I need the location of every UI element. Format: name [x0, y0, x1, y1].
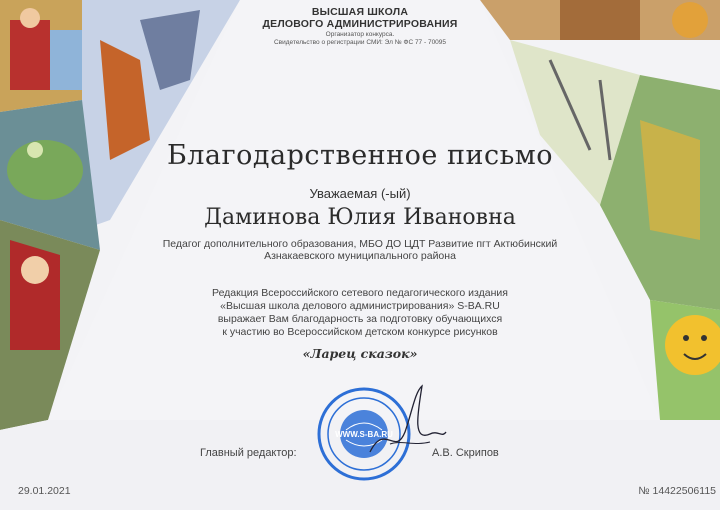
letter-body [160, 287, 560, 339]
position-line2: Азнакаевского муниципального района [264, 250, 456, 262]
letter-heading: Благодарственное письмо [166, 140, 554, 171]
body-line3: выражает Вам благодарность за подготовку обучающихся [217, 313, 503, 325]
body-line2: «Высшая школа делового администрирования» S-BA.RU [220, 300, 500, 312]
recipient-position [130, 238, 590, 262]
recipient-name: Даминова Юлия Ивановна [204, 205, 516, 230]
organization-name-line1: ВЫСШАЯ ШКОЛА [311, 6, 409, 18]
organizer-note: Организатор конкурса. [325, 31, 395, 38]
position-line1: Педагог дополнительного образования, МБО ДО ЦДТ Развитие пгт Актюбинский [162, 238, 558, 250]
editor-name: А.В. Скрипов [432, 447, 499, 459]
registration-info: Свидетельство о регистрации СМИ: Эл № ФС 77 - 70095 [273, 39, 447, 46]
salutation: Уважаемая (-ый) [309, 186, 411, 201]
editor-label: Главный редактор: [200, 447, 297, 459]
organization-name [260, 6, 460, 30]
organization-name-line2: ДЕЛОВОГО АДМИНИСТРИРОВАНИЯ [262, 18, 458, 30]
contest-name: «Ларец сказок» [302, 346, 418, 361]
certificate-number: № 14422506115 [638, 485, 716, 497]
issue-date: 29.01.2021 [18, 485, 71, 497]
stamp-text: WWW.S-BA.RU [335, 430, 393, 439]
body-line1: Редакция Всероссийского сетевого педагогического издания [212, 287, 508, 299]
body-line4: к участию во Всероссийском детском конкурсе рисунков [222, 326, 498, 338]
